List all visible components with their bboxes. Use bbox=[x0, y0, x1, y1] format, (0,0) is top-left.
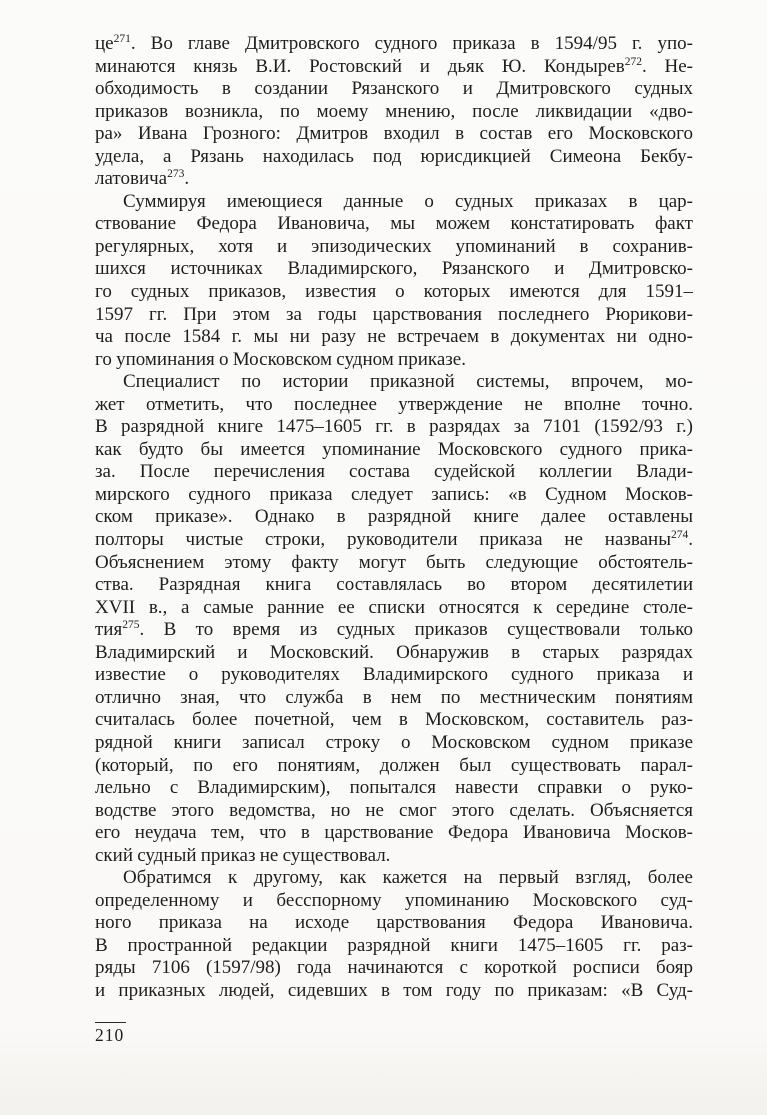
text-line: тия$^{275}$. В то время из судных приказов существовали только bbox=[95, 619, 693, 641]
paragraph bbox=[95, 191, 693, 371]
text-line: считалась более почетной, чем в Московском, составитель раз- bbox=[95, 709, 693, 731]
text-line: ствование Федора Ивановича, мы можем констатировать факт bbox=[95, 213, 693, 235]
text-line: удела, а Рязань находилась под юрисдикцией Симеона Бекбу- bbox=[95, 145, 693, 167]
text-line: Обратимся к другому, как кажется на первый взгляд, более bbox=[123, 867, 693, 889]
text-line: ства. Разрядная книга составлялась во втором десятилетии bbox=[95, 574, 693, 596]
text-line: XVII в., а самые ранние ее списки относятся к середине столе- bbox=[95, 596, 693, 618]
text-line: минаются князь В.И. Ростовский и дьяк Ю. Кондырев$^{272}$. Не- bbox=[95, 55, 693, 77]
text-line: отлично зная, что служба в нем по местническим понятиям bbox=[95, 686, 693, 708]
text-line: шихся источниках Владимирского, Рязанского и Дмитровско- bbox=[95, 258, 693, 280]
footnote-ref: 275 bbox=[122, 619, 140, 632]
text-line: определенному и бесспорному упоминанию Московского суд- bbox=[95, 889, 693, 911]
text-line: обходимость в создании Рязанского и Дмитровского судных bbox=[95, 78, 693, 100]
paragraph bbox=[95, 33, 693, 191]
text-line: ча после 1584 г. мы ни разу не встречаем в документах ни одно- bbox=[95, 326, 693, 348]
text-line: за. После перечисления состава судейской коллегии Влади- bbox=[95, 461, 693, 483]
text-line: Владимирский и Московский. Обнаружив в старых разрядах bbox=[95, 641, 693, 663]
footnote-ref: 272 bbox=[624, 55, 642, 68]
text-line: В пространной редакции разрядной книги 1475–1605 гг. раз- bbox=[95, 934, 693, 956]
text-line: жет отметить, что последнее утверждение не вполне точно. bbox=[95, 393, 693, 415]
text-line: ском приказе». Однако в разрядной книге далее оставлены bbox=[95, 506, 693, 528]
text-line: (который, по его понятиям, должен был существовать парал- bbox=[95, 754, 693, 776]
page-footer bbox=[95, 1022, 126, 1046]
text-line: Суммируя имеющиеся данные о судных приказах в цар- bbox=[123, 190, 693, 212]
text-line: приказов возникла, по моему мнению, после ликвидации «дво- bbox=[95, 100, 693, 122]
text-line: рядной книги записал строку о Московском судном приказе bbox=[95, 731, 693, 753]
text-line: ряды 7106 (1597/98) года начинаются с короткой росписи бояр bbox=[95, 957, 693, 979]
text-line: известие о руководителях Владимирского судного приказа и bbox=[95, 664, 693, 686]
text-line: В разрядной книге 1475–1605 гг. в разрядах за 7101 (1592/93 г.) bbox=[95, 416, 693, 438]
text-line: и приказных людей, сидевших в том году по приказам: «В Суд- bbox=[95, 979, 693, 1001]
text-line: его неудача тем, что в царствование Федора Ивановича Москов- bbox=[95, 822, 693, 844]
text-line: полторы чистые строки, руководители приказа не названы$^{274}$. bbox=[95, 529, 693, 551]
text-line: мирского судного приказа следует запись: «в Судном Москов- bbox=[95, 483, 693, 505]
text-line: ного приказа на исходе царствования Федора Ивановича. bbox=[95, 912, 693, 934]
text-line: Специалист по истории приказной системы, впрочем, мо- bbox=[123, 371, 693, 393]
page-number: 210 bbox=[95, 1022, 126, 1045]
text-line: це$^{271}$. Во главе Дмитровского судного приказа в 1594/95 г. упо- bbox=[95, 33, 693, 54]
text-line: регулярных, хотя и эпизодических упоминаний в сохранив- bbox=[95, 235, 693, 257]
text-line: ский судный приказ не существовал. bbox=[95, 844, 391, 866]
footnote-ref: 274 bbox=[671, 529, 689, 542]
text-line: го упоминания о Московском судном приказе. bbox=[95, 348, 466, 370]
text-block bbox=[95, 33, 693, 1003]
text-line: водстве этого ведомства, но не смог этого сделать. Объясняется bbox=[95, 799, 693, 821]
text-line: го судных приказов, известия о которых имеются для 1591– bbox=[95, 281, 693, 303]
text-line: Объяснением этому факту могут быть следующие обстоятель- bbox=[95, 551, 693, 573]
text-line: 1597 гг. При этом за годы царствования последнего Рюрикови- bbox=[95, 303, 693, 325]
text-line: ра» Ивана Грозного: Дмитров входил в состав его Московского bbox=[95, 123, 693, 145]
text-line: как будто бы имеется упоминание Московского судного прика- bbox=[95, 438, 693, 460]
footnote-ref: 271 bbox=[113, 33, 131, 45]
text-line: латовича$^{273}$. bbox=[95, 168, 190, 190]
paragraph bbox=[95, 867, 693, 1002]
footnote-ref: 273 bbox=[167, 168, 185, 181]
text-line: лельно с Владимирским), попытался навести справки о руко- bbox=[95, 777, 693, 799]
paragraph bbox=[95, 371, 693, 867]
